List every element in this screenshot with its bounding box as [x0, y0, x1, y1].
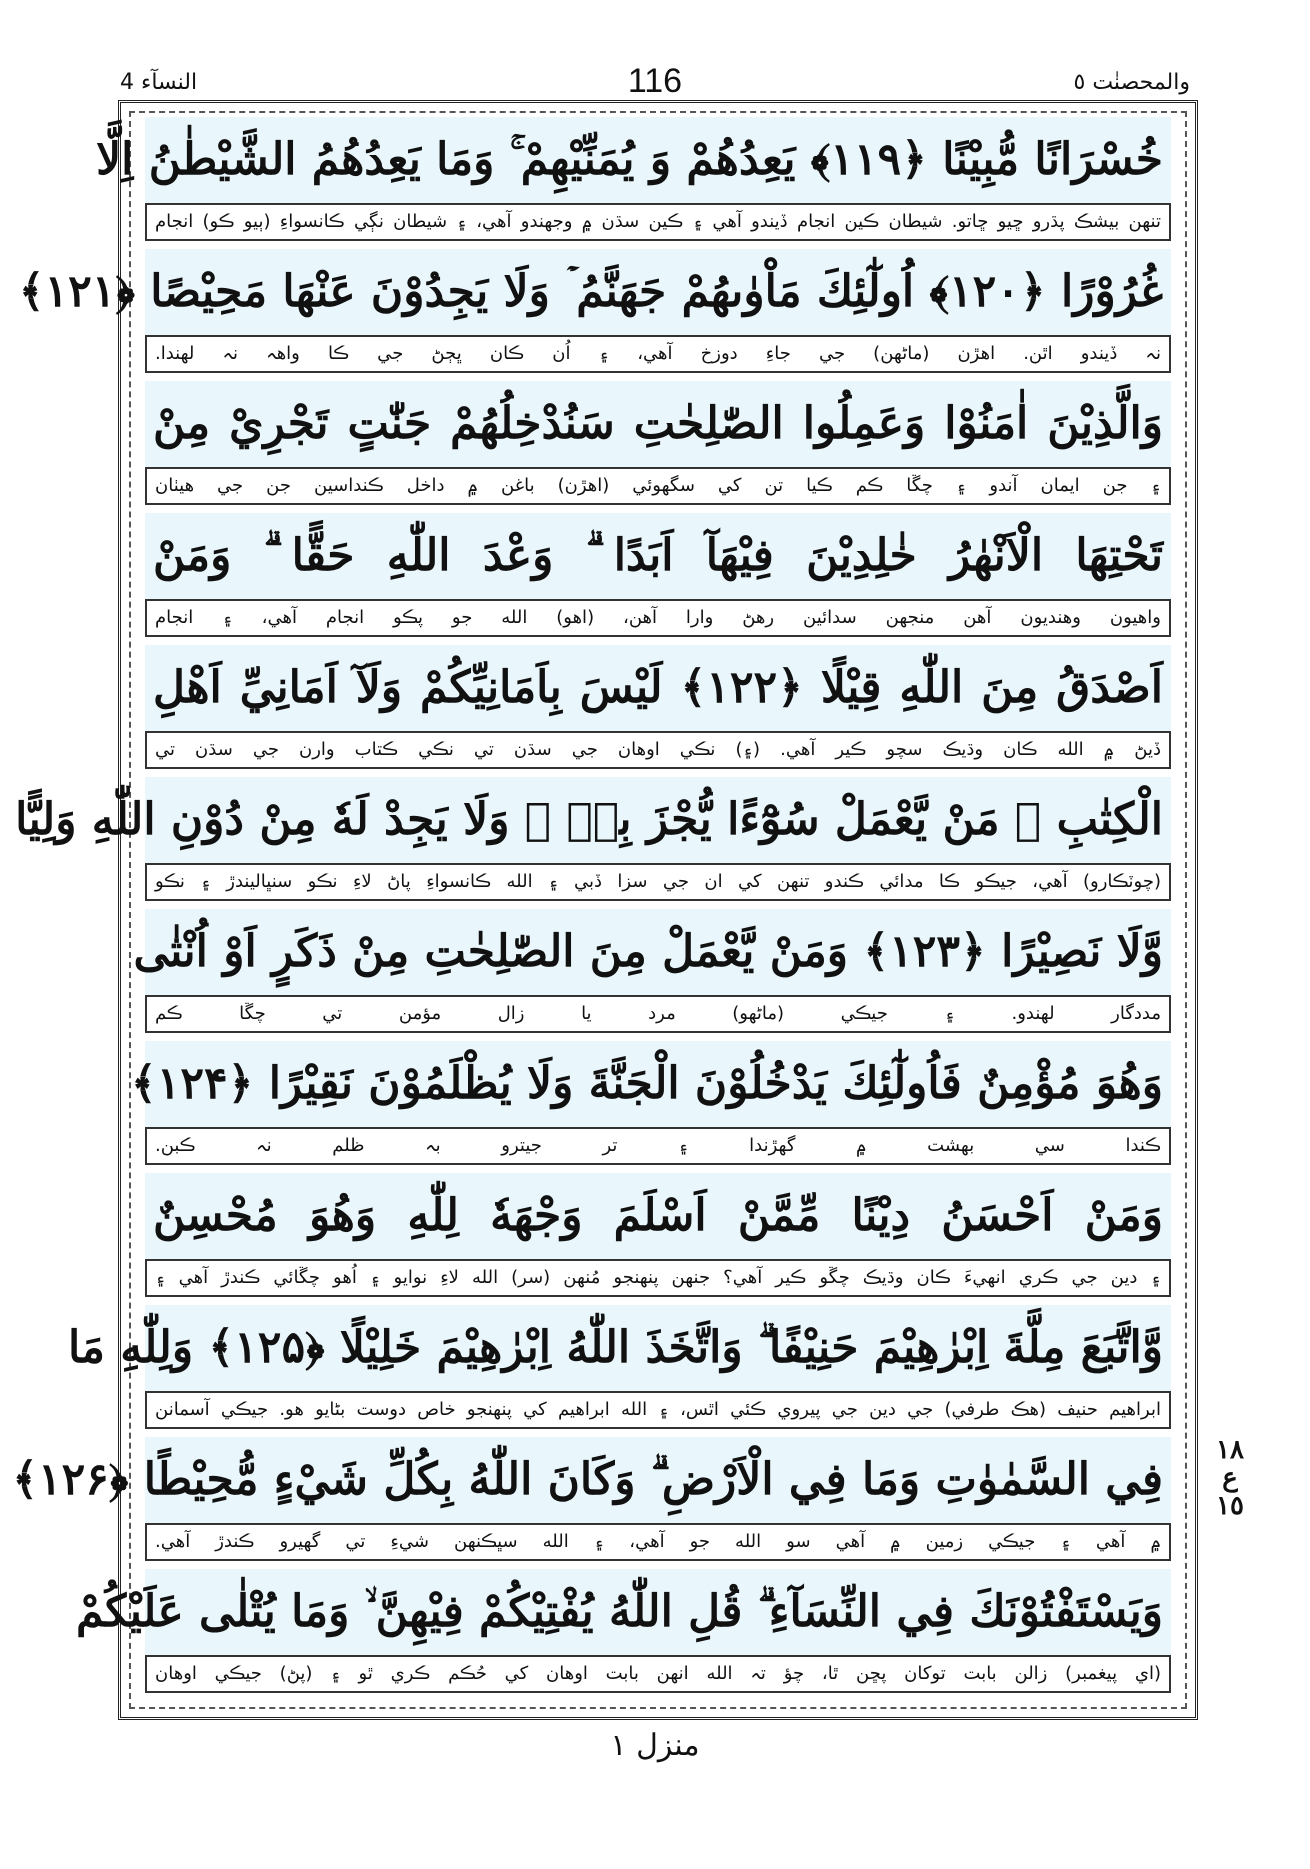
verse-block: [76, 1569, 1171, 1693]
verse-block: [67, 1305, 1171, 1429]
verse-block: [18, 249, 1171, 373]
translation-line: ۽ دين جي ڪري انهيءَ ڪان وڌيڪ چڱو ڪير آهي؟ جنهن پنهنجو مُنهن (سر) الله لاءِ نوايو ۽ اُهو چڱائي ڪندڙ آهي ۽: [145, 1259, 1171, 1297]
translation-line: تنهن بيشڪ پڌرو ڇيو ڇاتو. شيطان ڪين انجام ڏيندو آهي ۽ ڪين سڌن ۾ وجهندو آهي، ۽ شيطان نڳي ڪانسواءِ (ٻيو ڪو) انجام: [145, 203, 1171, 241]
arabic-line: خُسْرَانًا مُّبِيْنًا ﴿۱۱۹﴾ يَعِدُهُمْ وَ يُمَنِّيْهِمْ ۚ وَمَا يَعِدُهُمُ الشَّيْطٰنُ اِلَّا: [145, 117, 1171, 203]
verse-block: [133, 909, 1171, 1033]
translation-line: (اي پيغمبر) زالن بابت توکان پڇن ٿا، چؤ تہ الله انهن بابت اوهان کي حُڪم ڪري ٿو ۽ (پڻ) جيڪي اوهان: [145, 1655, 1171, 1693]
translation-line: ڪندا سي بهشت ۾ گهڙندا ۽ تر جيترو بہ ظلم نہ ڪبن.: [145, 1127, 1171, 1165]
verse-block: [12, 1437, 1171, 1561]
translation-line: نہ ڏيندو اٿن. اهڙن (ماڻهن) جي جاءِ دوزخ آهي، ۽ اُن ڪان ڀڄڻ جي ڪا واهہ نہ لهندا.: [145, 335, 1171, 373]
ruku-number-bottom: ١٥: [1216, 1491, 1244, 1521]
manzil-label: منزل ۱: [610, 1728, 700, 1763]
arabic-line: اَصْدَقُ مِنَ اللّٰهِ قِيْلًا ﴿۱۲۲﴾ لَيْسَ بِاَمَانِيِّكُمْ وَلَآ اَمَانِيِّ اَهْلِ: [145, 645, 1171, 731]
page-number: 116: [627, 62, 683, 100]
page-frame: [12, 100, 1198, 1720]
translation-line: (چوٽڪارو) آهي، جيڪو ڪا مدائي ڪندو تنهن کي ان جي سزا ڏبي ۽ الله ڪانسواءِ پاڻ لاءِ نڪو سنڀاليندڙ ۽ نڪو: [145, 863, 1171, 901]
ruku-number-top: ١٨: [1216, 1435, 1244, 1465]
verse-block: [15, 777, 1171, 901]
surah-label: النسآء 4: [120, 70, 198, 95]
arabic-line: وَيَسْتَفْتُوْنَكَ فِي النِّسَآءِ ۗ قُلِ اللّٰهُ يُفْتِيْكُمْ فِيْهِنَّ ۙ وَمَا يُتْلٰى عَلَيْكُمْ: [145, 1569, 1171, 1655]
arabic-line: وَهُوَ مُؤْمِنٌ فَاُولٰٓئِكَ يَدْخُلُوْنَ الْجَنَّةَ وَلَا يُظْلَمُوْنَ نَقِيْرًا ﴿۱۲۴﴾: [145, 1041, 1171, 1127]
ruku-marker: [1208, 1436, 1252, 1520]
arabic-line: وَّاتَّبَعَ مِلَّةَ اِبْرٰهِيْمَ حَنِيْفًا ۗ وَاتَّخَذَ اللّٰهُ اِبْرٰهِيْمَ خَلِيْلًا ﴿۱۲۵﴾ وَلِلّٰهِ مَا: [145, 1305, 1171, 1391]
verse-block: [96, 117, 1171, 241]
page-header: [120, 62, 1190, 102]
verse-block: [145, 1173, 1171, 1297]
translation-line: مددگار لهندو. ۽ جيڪي (ماڻهو) مرد يا زال مؤمن تي چڱا ڪم: [145, 995, 1171, 1033]
translation-line: ابراهيم حنيف (هڪ طرفي) جي دين جي پيروي ڪئي اٿس، ۽ الله ابراهيم کي پنهنجو خاص دوست بڻايو هو. جيڪي آسمانن: [145, 1391, 1171, 1429]
text-area: [12, 111, 1187, 1709]
translation-line: واهيون وهنديون آهن منجهن سدائين رهڻ وارا آهن، (اهو) الله جو پڪو انجام آهي، ۽ انجام: [145, 599, 1171, 637]
juz-label: والمحصنٰت ٥: [1073, 70, 1190, 95]
arabic-line: وَمَنْ اَحْسَنُ دِيْنًا مِّمَّنْ اَسْلَمَ وَجْهَهٗ لِلّٰهِ وَهُوَ مُحْسِنٌ: [145, 1173, 1171, 1259]
arabic-line: وَالَّذِيْنَ اٰمَنُوْا وَعَمِلُوا الصّٰلِحٰتِ سَنُدْخِلُهُمْ جَنّٰتٍ تَجْرِيْ مِنْ: [145, 381, 1171, 467]
translation-line: ڏيڻ ۾ الله ڪان وڌيڪ سچو ڪير آهي. (۽) نڪي اوهان جي سڌن تي نڪي ڪتاب وارن جي سڌن تي: [145, 731, 1171, 769]
ruku-symbol: ع: [1222, 1463, 1238, 1493]
translation-line: ۽ جن ايمان آندو ۽ چڱا ڪم ڪيا تن کي سگهوئي (اهڙن) باغن ۾ داخل ڪنداسين جن جي هيٺان: [145, 467, 1171, 505]
arabic-line: وَّلَا نَصِيْرًا ﴿۱۲۳﴾ وَمَنْ يَّعْمَلْ مِنَ الصّٰلِحٰتِ مِنْ ذَكَرٍ اَوْ اُنْثٰى: [145, 909, 1171, 995]
verse-block: [130, 1041, 1171, 1165]
verse-block: [145, 381, 1171, 505]
verse-block: [145, 513, 1171, 637]
arabic-line: تَحْتِهَا الْاَنْهٰرُ خٰلِدِيْنَ فِيْهَآ اَبَدًا ۗ وَعْدَ اللّٰهِ حَقًّا ۗ وَمَنْ: [145, 513, 1171, 599]
arabic-line: فِي السَّمٰوٰتِ وَمَا فِي الْاَرْضِ ۗ وَكَانَ اللّٰهُ بِكُلِّ شَيْءٍ مُّحِيْطًا ﴿۱۲۶﴾: [145, 1437, 1171, 1523]
translation-line: ۾ آهي ۽ جيڪي زمين ۾ آهي سو الله جو آهي، ۽ الله سڀڪنهن شيءِ تي گهيرو ڪندڙ آهي.: [145, 1523, 1171, 1561]
arabic-line: الْكِتٰبِ ۗ مَنْ يَّعْمَلْ سُوْٓءًا يُّجْزَ بِهٖ ۙ وَلَا يَجِدْ لَهٗ مِنْ دُوْنِ اللّٰهِ وَلِيًّا: [145, 777, 1171, 863]
verse-block: [145, 645, 1171, 769]
arabic-line: غُرُوْرًا ﴿۱۲۰﴾ اُولٰٓئِكَ مَاْوٰىهُمْ جَهَنَّمُ ۡ وَلَا يَجِدُوْنَ عَنْهَا مَحِيْصًا ﴿۱۲۱﴾: [145, 249, 1171, 335]
